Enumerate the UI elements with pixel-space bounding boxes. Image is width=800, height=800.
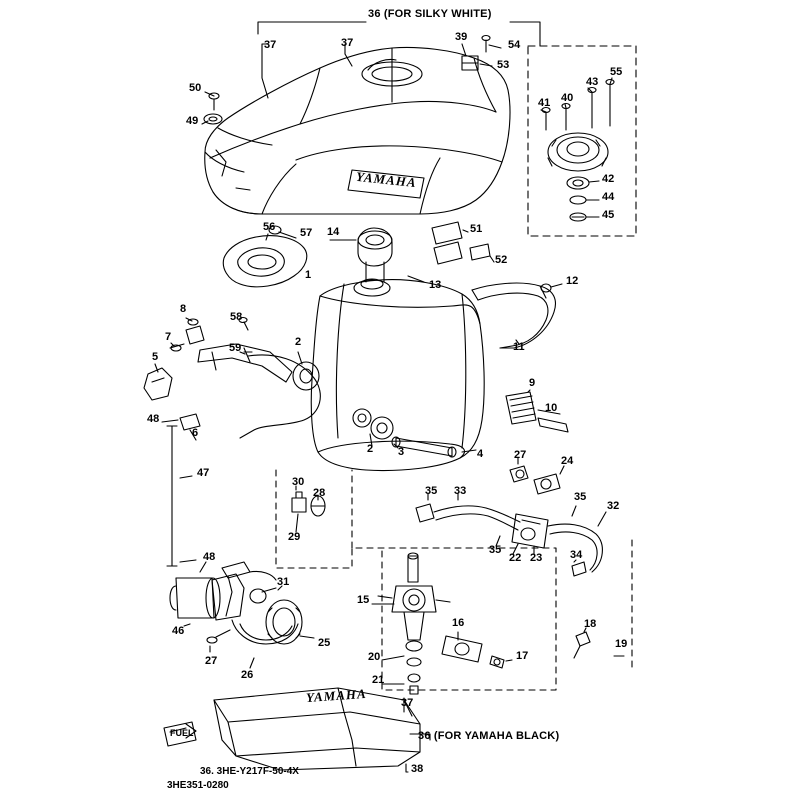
- callout-28: 28: [313, 487, 326, 499]
- callout-50: 50: [189, 82, 202, 94]
- callout-32: 32: [607, 500, 620, 512]
- callout-2-b: 2: [367, 443, 374, 455]
- callout-59: 59: [229, 342, 242, 354]
- callout-13: 13: [429, 279, 442, 291]
- callout-37-a: 37: [264, 39, 277, 51]
- callout-6: 6: [192, 427, 199, 439]
- callout-26: 26: [241, 669, 254, 681]
- callout-48-b: 48: [203, 551, 216, 563]
- callout-38: 38: [411, 763, 424, 775]
- callout-40: 40: [561, 92, 574, 104]
- callout-52: 52: [495, 254, 508, 266]
- callout-58: 58: [230, 311, 243, 323]
- callout-44: 44: [602, 191, 615, 203]
- callout-27-b: 27: [205, 655, 218, 667]
- callout-2-a: 2: [295, 336, 302, 348]
- callout-55: 55: [610, 66, 623, 78]
- callout-14: 14: [327, 226, 340, 238]
- callout-7: 7: [165, 331, 172, 343]
- callout-3: 3: [398, 446, 405, 458]
- footer-drawing-code: 3HE351-0280: [167, 780, 229, 791]
- callout-33: 33: [454, 485, 467, 497]
- callout-37-b: 37: [341, 37, 354, 49]
- callout-42: 42: [602, 173, 615, 185]
- callout-10: 10: [545, 402, 558, 414]
- callout-24: 24: [561, 455, 574, 467]
- callout-36-bottom: 36 (FOR YAMAHA BLACK): [418, 730, 560, 742]
- callout-12: 12: [566, 275, 579, 287]
- callout-35-b: 35: [574, 491, 587, 503]
- cover-brand-emblem: YAMAHA: [305, 685, 368, 706]
- callout-19: 19: [615, 638, 628, 650]
- callout-15: 15: [357, 594, 370, 606]
- callout-30: 30: [292, 476, 305, 488]
- callout-45: 45: [602, 209, 615, 221]
- callout-16: 16: [452, 617, 465, 629]
- callout-17: 17: [516, 650, 529, 662]
- footer-part-number: 36. 3HE-Y217F-50-4X: [200, 766, 299, 777]
- callout-18: 18: [584, 618, 597, 630]
- callout-48-a: 48: [147, 413, 160, 425]
- callout-54: 54: [508, 39, 521, 51]
- callout-9: 9: [529, 377, 536, 389]
- callout-57: 57: [300, 227, 313, 239]
- callout-36-top: 36 (FOR SILKY WHITE): [368, 8, 492, 20]
- callout-35-c: 35: [489, 544, 502, 556]
- callout-31: 31: [277, 576, 290, 588]
- tank-brand-emblem: YAMAHA: [355, 168, 418, 191]
- callout-53: 53: [497, 59, 510, 71]
- callout-22: 22: [509, 552, 522, 564]
- callout-41: 41: [538, 97, 551, 109]
- callout-49: 49: [186, 115, 199, 127]
- callout-11: 11: [513, 341, 525, 353]
- callout-35-a: 35: [425, 485, 438, 497]
- callout-29: 29: [288, 531, 301, 543]
- callout-8: 8: [180, 303, 187, 315]
- callout-56: 56: [263, 221, 276, 233]
- callout-34: 34: [570, 549, 583, 561]
- callout-51: 51: [470, 223, 483, 235]
- callout-21: 21: [372, 674, 385, 686]
- callout-43: 43: [586, 76, 599, 88]
- callout-4: 4: [477, 448, 484, 460]
- callout-23: 23: [530, 552, 543, 564]
- callout-1: 1: [305, 269, 312, 281]
- fuel-marker-label: FUEL: [170, 728, 194, 738]
- callout-37-c: 37: [401, 697, 414, 709]
- callout-47: 47: [197, 467, 210, 479]
- callout-25: 25: [318, 637, 331, 649]
- callout-27-a: 27: [514, 449, 527, 461]
- callout-5: 5: [152, 351, 159, 363]
- callout-20: 20: [368, 651, 381, 663]
- callout-46: 46: [172, 625, 185, 637]
- callout-39: 39: [455, 31, 468, 43]
